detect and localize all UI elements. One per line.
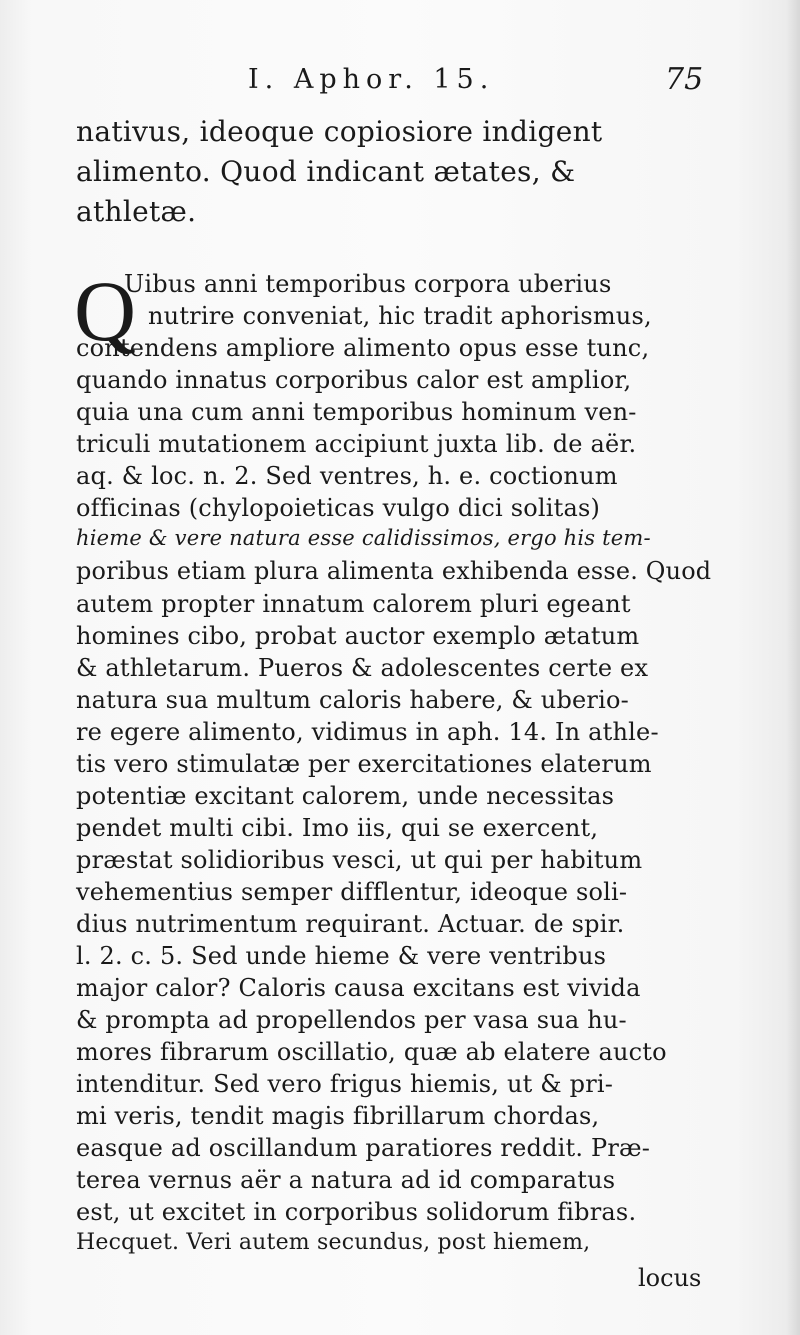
commentary-line: natura sua multum caloris habere, & uberio- [76,686,629,714]
commentary-line: poribus etiam plura alimenta exhibenda esse. Quod [76,557,712,585]
commentary-line: mi veris, tendit magis fibrillarum chordas, [76,1102,600,1130]
commentary-line: l. 2. c. 5. Sed unde hieme & vere ventribus [76,942,607,970]
commentary-line: intenditur. Sed vero frigus hiemis, ut & pri- [76,1070,614,1098]
commentary-line: mores fibrarum oscillatio, quæ ab elatere aucto [76,1038,667,1066]
commentary-line: tis vero stimulatæ per exercitationes elaterum [76,750,652,778]
running-head-title: I. Aphor. 15. [248,64,495,95]
commentary-line: Hecquet. Veri autem secundus, post hiemem, [76,1230,591,1255]
commentary-line: major calor? Caloris causa excitans est vivida [76,974,641,1002]
commentary-line: quia una cum anni temporibus hominum ven- [76,398,637,426]
commentary-line: contendens ampliore alimento opus esse tunc, [76,334,650,362]
commentary-line: hieme & vere natura esse calidissimos, ergo his tem- [76,526,651,550]
commentary-line: easque ad oscillandum paratiores reddit. Præ- [76,1134,651,1162]
commentary-line: Uibus anni temporibus corpora uberius [124,270,612,298]
commentary-line: est, ut excitet in corporibus solidorum fibras. [76,1198,637,1226]
commentary-line: & athletarum. Pueros & adolescentes certe ex [76,654,649,682]
commentary-line: præstat solidioribus vesci, ut qui per habitum [76,846,643,874]
commentary-line: quando innatus corporibus calor est amplior, [76,366,632,394]
commentary-line: nutrire conveniat, hic tradit aphorismus, [148,302,652,330]
commentary-line: homines cibo, probat auctor exemplo ætatum [76,622,640,650]
commentary-line: re egere alimento, vidimus in aph. 14. In athle- [76,718,659,746]
aphorism-line: athletæ. [76,195,197,228]
aphorism-line: nativus, ideoque copiosiore indigent [76,115,603,148]
commentary-line: autem propter innatum calorem pluri egeant [76,590,631,618]
commentary-line: dius nutrimentum requirant. Actuar. de spir. [76,910,625,938]
catchword: locus [638,1264,702,1292]
commentary-line: pendet multi cibi. Imo iis, qui se exercent, [76,814,599,842]
commentary-line: potentiæ excitant calorem, unde necessitas [76,782,615,810]
commentary-line: & prompta ad propellendos per vasa sua hu- [76,1006,627,1034]
page-edge-shadow [786,0,800,1335]
drop-cap: Q [74,263,137,359]
commentary-line: terea vernus aër a natura ad id comparatus [76,1166,616,1194]
commentary-line: triculi mutationem accipiunt juxta lib. de aër. [76,430,637,458]
commentary-line: officinas (chylopoieticas vulgo dici solitas) [76,494,601,522]
commentary-line: aq. & loc. n. 2. Sed ventres, h. e. coctionum [76,462,618,490]
page-number: 75 [665,62,704,97]
commentary-line: vehementius semper difflentur, ideoque soli- [76,878,628,906]
running-head [0,60,800,100]
aphorism-line: alimento. Quod indicant ætates, & [76,155,576,188]
